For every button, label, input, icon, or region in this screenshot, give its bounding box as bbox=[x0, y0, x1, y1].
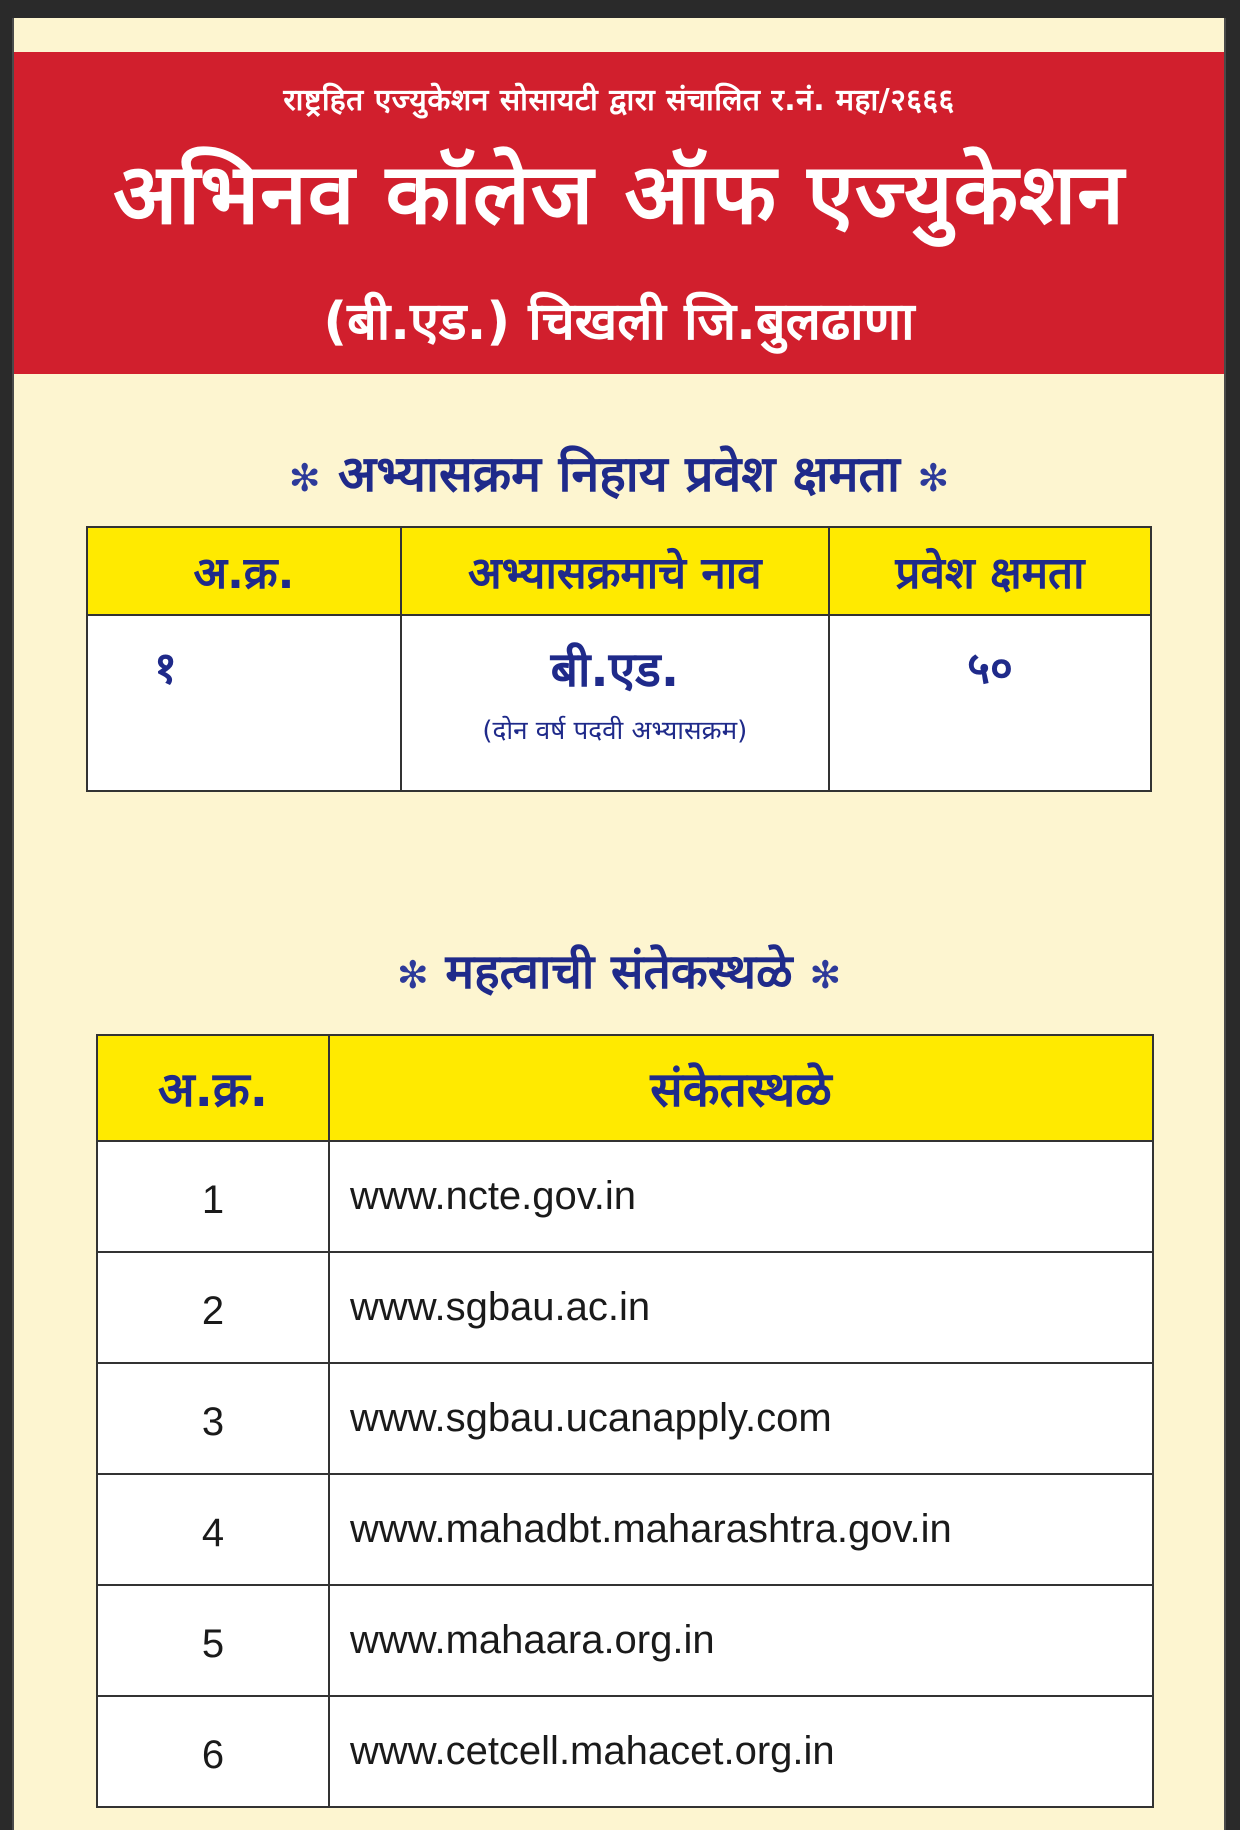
college-banner bbox=[14, 52, 1224, 374]
row-sr: 2 bbox=[97, 1252, 329, 1363]
table-row bbox=[97, 1474, 1153, 1585]
row-course bbox=[401, 615, 829, 791]
websites-heading bbox=[14, 938, 1224, 1003]
column-header-sr: अ.क्र. bbox=[87, 527, 401, 615]
row-sr: 4 bbox=[97, 1474, 329, 1585]
asterisk-icon: ✻ bbox=[809, 953, 842, 997]
website-link[interactable]: www.cetcell.mahacet.org.in bbox=[329, 1696, 1153, 1807]
column-header-capacity: प्रवेश क्षमता bbox=[829, 527, 1151, 615]
intake-table bbox=[86, 526, 1152, 792]
row-sr: 3 bbox=[97, 1363, 329, 1474]
table-row bbox=[97, 1363, 1153, 1474]
table-row bbox=[97, 1141, 1153, 1252]
website-link[interactable]: www.ncte.gov.in bbox=[329, 1141, 1153, 1252]
intake-heading-text: अभ्यासक्रम निहाय प्रवेश क्षमता bbox=[338, 445, 900, 503]
poster bbox=[12, 18, 1226, 1830]
table-header-row bbox=[87, 527, 1151, 615]
website-link[interactable]: www.sgbau.ucanapply.com bbox=[329, 1363, 1153, 1474]
row-sr: 5 bbox=[97, 1585, 329, 1696]
course-name: बी.एड. bbox=[550, 642, 680, 698]
websites-heading-text: महत्वाची संतेकस्थळे bbox=[445, 944, 793, 1000]
table-header-row bbox=[97, 1035, 1153, 1141]
table-row bbox=[97, 1252, 1153, 1363]
table-row bbox=[87, 615, 1151, 791]
college-location: (बी.एड.) चिखली जि.बुलढाणा bbox=[323, 292, 915, 352]
asterisk-icon: ✻ bbox=[917, 456, 950, 500]
row-sr: १ bbox=[87, 615, 401, 791]
course-note: (दोन वर्ष पदवी अभ्यासक्रम) bbox=[482, 716, 748, 746]
column-header-sr: अ.क्र. bbox=[97, 1035, 329, 1141]
intake-heading bbox=[14, 438, 1224, 506]
websites-table bbox=[96, 1034, 1154, 1808]
asterisk-icon: ✻ bbox=[396, 953, 429, 997]
website-link[interactable]: www.mahadbt.maharashtra.gov.in bbox=[329, 1474, 1153, 1585]
row-sr: 6 bbox=[97, 1696, 329, 1807]
row-capacity: ५० bbox=[829, 615, 1151, 791]
row-sr: 1 bbox=[97, 1141, 329, 1252]
table-row bbox=[97, 1696, 1153, 1807]
website-link[interactable]: www.mahaara.org.in bbox=[329, 1585, 1153, 1696]
college-title: अभिनव कॉलेज ऑफ एज्युकेशन bbox=[113, 145, 1125, 243]
column-header-websites: संकेतस्थळे bbox=[329, 1035, 1153, 1141]
column-header-course: अभ्यासक्रमाचे नाव bbox=[401, 527, 829, 615]
website-link[interactable]: www.sgbau.ac.in bbox=[329, 1252, 1153, 1363]
society-subtitle: राष्ट्रहित एज्युकेशन सोसायटी द्वारा संचालित र.नं. महा/२६६६ bbox=[283, 83, 955, 118]
asterisk-icon: ✻ bbox=[288, 456, 321, 500]
table-row bbox=[97, 1585, 1153, 1696]
